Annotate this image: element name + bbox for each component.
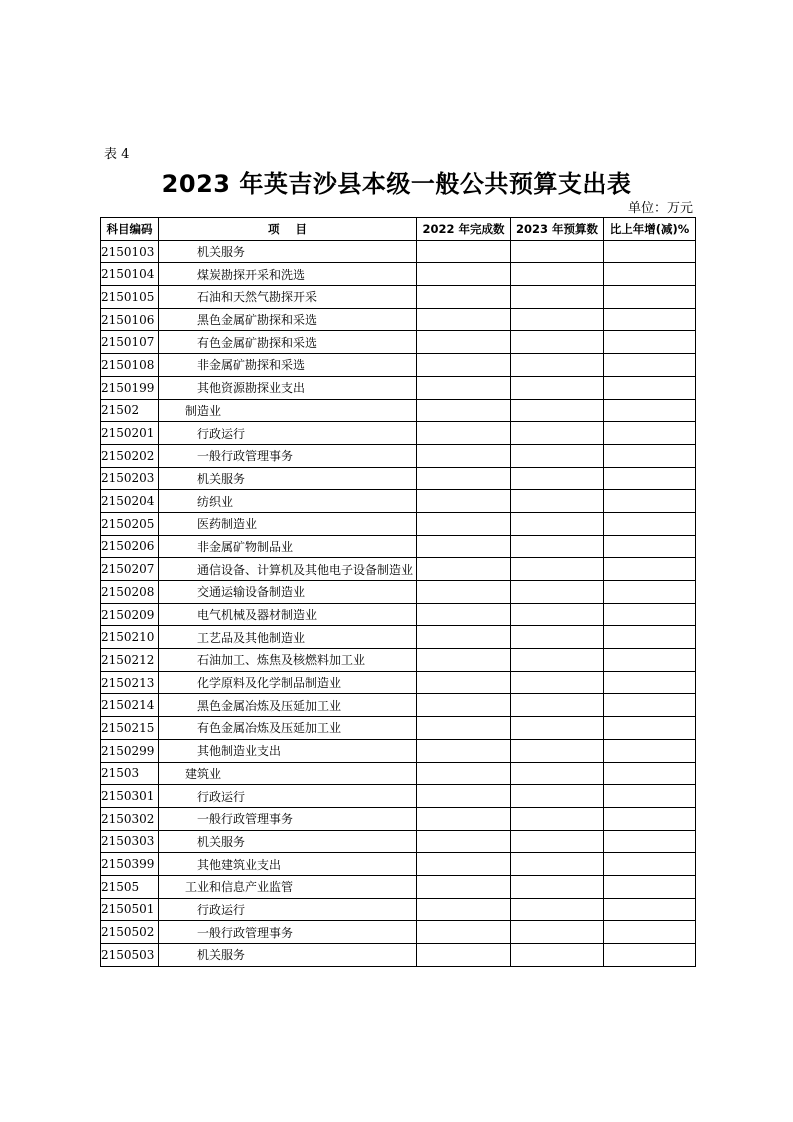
table-row: [101, 512, 696, 535]
row-code: 2150206: [101, 535, 159, 558]
row-2023-budget: [511, 558, 604, 581]
table-row: [101, 762, 696, 785]
row-2022-actual: [417, 308, 511, 331]
table-row: [101, 376, 696, 399]
row-item-name: 工艺品及其他制造业: [159, 626, 417, 649]
column-header-item: 项 目: [159, 218, 417, 241]
table-body: [101, 240, 696, 966]
row-code: 2150299: [101, 739, 159, 762]
row-code: 2150215: [101, 717, 159, 740]
row-2023-budget: [511, 581, 604, 604]
row-2022-actual: [417, 807, 511, 830]
row-item-name: 纺织业: [159, 490, 417, 513]
row-2023-budget: [511, 467, 604, 490]
row-code: 2150303: [101, 830, 159, 853]
row-item-name: 通信设备、计算机及其他电子设备制造业: [159, 558, 417, 581]
row-2022-actual: [417, 467, 511, 490]
row-2022-actual: [417, 875, 511, 898]
column-header-2022-actual: 2022 年完成数: [417, 218, 511, 241]
row-item-name: 交通运输设备制造业: [159, 581, 417, 604]
row-2022-actual: [417, 558, 511, 581]
row-change-percent: [604, 331, 696, 354]
row-2022-actual: [417, 512, 511, 535]
row-item-name: 电气机械及器材制造业: [159, 603, 417, 626]
row-code: 2150213: [101, 671, 159, 694]
row-2023-budget: [511, 853, 604, 876]
row-change-percent: [604, 490, 696, 513]
row-item-name: 行政运行: [159, 422, 417, 445]
row-change-percent: [604, 785, 696, 808]
page-title: 2023 年英吉沙县本级一般公共预算支出表: [161, 170, 632, 198]
row-change-percent: [604, 603, 696, 626]
row-change-percent: [604, 444, 696, 467]
row-code: 2150301: [101, 785, 159, 808]
row-code: 2150106: [101, 308, 159, 331]
row-2023-budget: [511, 512, 604, 535]
row-change-percent: [604, 626, 696, 649]
row-change-percent: [604, 467, 696, 490]
table-row: [101, 671, 696, 694]
row-code: 2150104: [101, 263, 159, 286]
row-2022-actual: [417, 444, 511, 467]
table-row: [101, 263, 696, 286]
row-change-percent: [604, 875, 696, 898]
table-row: [101, 603, 696, 626]
row-change-percent: [604, 308, 696, 331]
row-code: 21502: [101, 399, 159, 422]
row-change-percent: [604, 558, 696, 581]
row-change-percent: [604, 399, 696, 422]
row-2022-actual: [417, 535, 511, 558]
table-row: [101, 785, 696, 808]
table-row: [101, 308, 696, 331]
row-2022-actual: [417, 331, 511, 354]
row-code: 2150103: [101, 240, 159, 263]
row-code: 2150205: [101, 512, 159, 535]
row-item-name: 机关服务: [159, 944, 417, 967]
row-2022-actual: [417, 376, 511, 399]
row-change-percent: [604, 921, 696, 944]
row-2022-actual: [417, 694, 511, 717]
row-2023-budget: [511, 649, 604, 672]
row-code: 2150212: [101, 649, 159, 672]
row-code: 2150501: [101, 898, 159, 921]
row-2023-budget: [511, 762, 604, 785]
row-2022-actual: [417, 921, 511, 944]
row-2023-budget: [511, 490, 604, 513]
row-item-name: 机关服务: [159, 240, 417, 263]
row-code: 2150199: [101, 376, 159, 399]
row-2023-budget: [511, 308, 604, 331]
row-item-name: 工业和信息产业监管: [159, 875, 417, 898]
row-code: 2150201: [101, 422, 159, 445]
row-2023-budget: [511, 807, 604, 830]
table-row: [101, 399, 696, 422]
row-item-name: 石油加工、炼焦及核燃料加工业: [159, 649, 417, 672]
row-2022-actual: [417, 603, 511, 626]
row-code: 2150302: [101, 807, 159, 830]
row-change-percent: [604, 512, 696, 535]
row-item-name: 煤炭勘探开采和洗选: [159, 263, 417, 286]
row-code: 2150214: [101, 694, 159, 717]
row-2022-actual: [417, 399, 511, 422]
row-change-percent: [604, 535, 696, 558]
row-2023-budget: [511, 422, 604, 445]
table-row: [101, 830, 696, 853]
table-row: [101, 422, 696, 445]
table-row: [101, 240, 696, 263]
row-2023-budget: [511, 830, 604, 853]
row-2022-actual: [417, 490, 511, 513]
row-2023-budget: [511, 626, 604, 649]
row-code: 2150209: [101, 603, 159, 626]
table-row: [101, 626, 696, 649]
row-2022-actual: [417, 739, 511, 762]
table-row: [101, 853, 696, 876]
row-change-percent: [604, 422, 696, 445]
row-item-name: 化学原料及化学制品制造业: [159, 671, 417, 694]
table-row: [101, 535, 696, 558]
table-row: [101, 649, 696, 672]
row-item-name: 有色金属矿勘探和采选: [159, 331, 417, 354]
row-2023-budget: [511, 399, 604, 422]
row-2023-budget: [511, 944, 604, 967]
row-2023-budget: [511, 739, 604, 762]
row-2022-actual: [417, 717, 511, 740]
table-row: [101, 331, 696, 354]
row-item-name: 一般行政管理事务: [159, 921, 417, 944]
row-item-name: 黑色金属矿勘探和采选: [159, 308, 417, 331]
row-2022-actual: [417, 286, 511, 309]
row-item-name: 非金属矿物制品业: [159, 535, 417, 558]
row-2023-budget: [511, 286, 604, 309]
row-change-percent: [604, 898, 696, 921]
row-change-percent: [604, 263, 696, 286]
row-2023-budget: [511, 354, 604, 377]
row-code: 2150107: [101, 331, 159, 354]
row-2023-budget: [511, 717, 604, 740]
row-item-name: 医药制造业: [159, 512, 417, 535]
row-code: 2150399: [101, 853, 159, 876]
row-code: 2150204: [101, 490, 159, 513]
row-2023-budget: [511, 875, 604, 898]
row-2022-actual: [417, 762, 511, 785]
row-2022-actual: [417, 671, 511, 694]
budget-table: [100, 217, 696, 967]
row-2023-budget: [511, 785, 604, 808]
table-header-row: [101, 218, 696, 241]
table-row: [101, 694, 696, 717]
table-row: [101, 944, 696, 967]
row-2022-actual: [417, 354, 511, 377]
unit-label: 单位：万元: [627, 201, 693, 216]
table-row: [101, 467, 696, 490]
row-change-percent: [604, 240, 696, 263]
row-2022-actual: [417, 240, 511, 263]
table-row: [101, 807, 696, 830]
row-change-percent: [604, 853, 696, 876]
table-row: [101, 581, 696, 604]
row-2022-actual: [417, 263, 511, 286]
row-2023-budget: [511, 240, 604, 263]
column-header-change-percent: 比上年增(减)%: [604, 218, 696, 241]
row-change-percent: [604, 717, 696, 740]
row-change-percent: [604, 807, 696, 830]
column-header-code: 科目编码: [101, 218, 159, 241]
table-row: [101, 717, 696, 740]
row-2022-actual: [417, 944, 511, 967]
row-item-name: 行政运行: [159, 898, 417, 921]
row-change-percent: [604, 376, 696, 399]
row-2022-actual: [417, 830, 511, 853]
row-code: 2150108: [101, 354, 159, 377]
row-2022-actual: [417, 422, 511, 445]
row-2022-actual: [417, 649, 511, 672]
row-code: 21503: [101, 762, 159, 785]
row-item-name: 一般行政管理事务: [159, 807, 417, 830]
row-2022-actual: [417, 853, 511, 876]
row-item-name: 机关服务: [159, 467, 417, 490]
row-code: 2150502: [101, 921, 159, 944]
table-row: [101, 444, 696, 467]
row-change-percent: [604, 944, 696, 967]
row-2023-budget: [511, 603, 604, 626]
row-item-name: 其他建筑业支出: [159, 853, 417, 876]
row-change-percent: [604, 830, 696, 853]
row-item-name: 行政运行: [159, 785, 417, 808]
row-2022-actual: [417, 898, 511, 921]
row-2023-budget: [511, 263, 604, 286]
row-2023-budget: [511, 898, 604, 921]
table-row: [101, 921, 696, 944]
row-item-name: 非金属矿勘探和采选: [159, 354, 417, 377]
row-2023-budget: [511, 694, 604, 717]
row-2023-budget: [511, 535, 604, 558]
row-item-name: 制造业: [159, 399, 417, 422]
row-code: 2150203: [101, 467, 159, 490]
row-item-name: 石油和天然气勘探开采: [159, 286, 417, 309]
row-item-name: 其他资源勘探业支出: [159, 376, 417, 399]
row-code: 2150207: [101, 558, 159, 581]
row-change-percent: [604, 762, 696, 785]
table-row: [101, 490, 696, 513]
table-label: 表 4: [104, 147, 130, 162]
row-item-name: 其他制造业支出: [159, 739, 417, 762]
row-code: 2150202: [101, 444, 159, 467]
row-change-percent: [604, 286, 696, 309]
table-row: [101, 558, 696, 581]
row-2023-budget: [511, 921, 604, 944]
row-item-name: 黑色金属冶炼及压延加工业: [159, 694, 417, 717]
row-code: 2150208: [101, 581, 159, 604]
row-code: 2150105: [101, 286, 159, 309]
row-item-name: 机关服务: [159, 830, 417, 853]
row-item-name: 有色金属冶炼及压延加工业: [159, 717, 417, 740]
row-change-percent: [604, 694, 696, 717]
column-header-2023-budget: 2023 年预算数: [511, 218, 604, 241]
table-row: [101, 898, 696, 921]
row-2022-actual: [417, 626, 511, 649]
row-code: 21505: [101, 875, 159, 898]
row-change-percent: [604, 739, 696, 762]
row-2022-actual: [417, 785, 511, 808]
row-2023-budget: [511, 376, 604, 399]
row-2022-actual: [417, 581, 511, 604]
row-code: 2150503: [101, 944, 159, 967]
table-row: [101, 286, 696, 309]
row-change-percent: [604, 354, 696, 377]
row-2023-budget: [511, 331, 604, 354]
table-row: [101, 875, 696, 898]
row-item-name: 一般行政管理事务: [159, 444, 417, 467]
row-change-percent: [604, 649, 696, 672]
table-row: [101, 739, 696, 762]
table-row: [101, 354, 696, 377]
row-2023-budget: [511, 444, 604, 467]
row-change-percent: [604, 671, 696, 694]
row-change-percent: [604, 581, 696, 604]
row-2023-budget: [511, 671, 604, 694]
row-code: 2150210: [101, 626, 159, 649]
row-item-name: 建筑业: [159, 762, 417, 785]
